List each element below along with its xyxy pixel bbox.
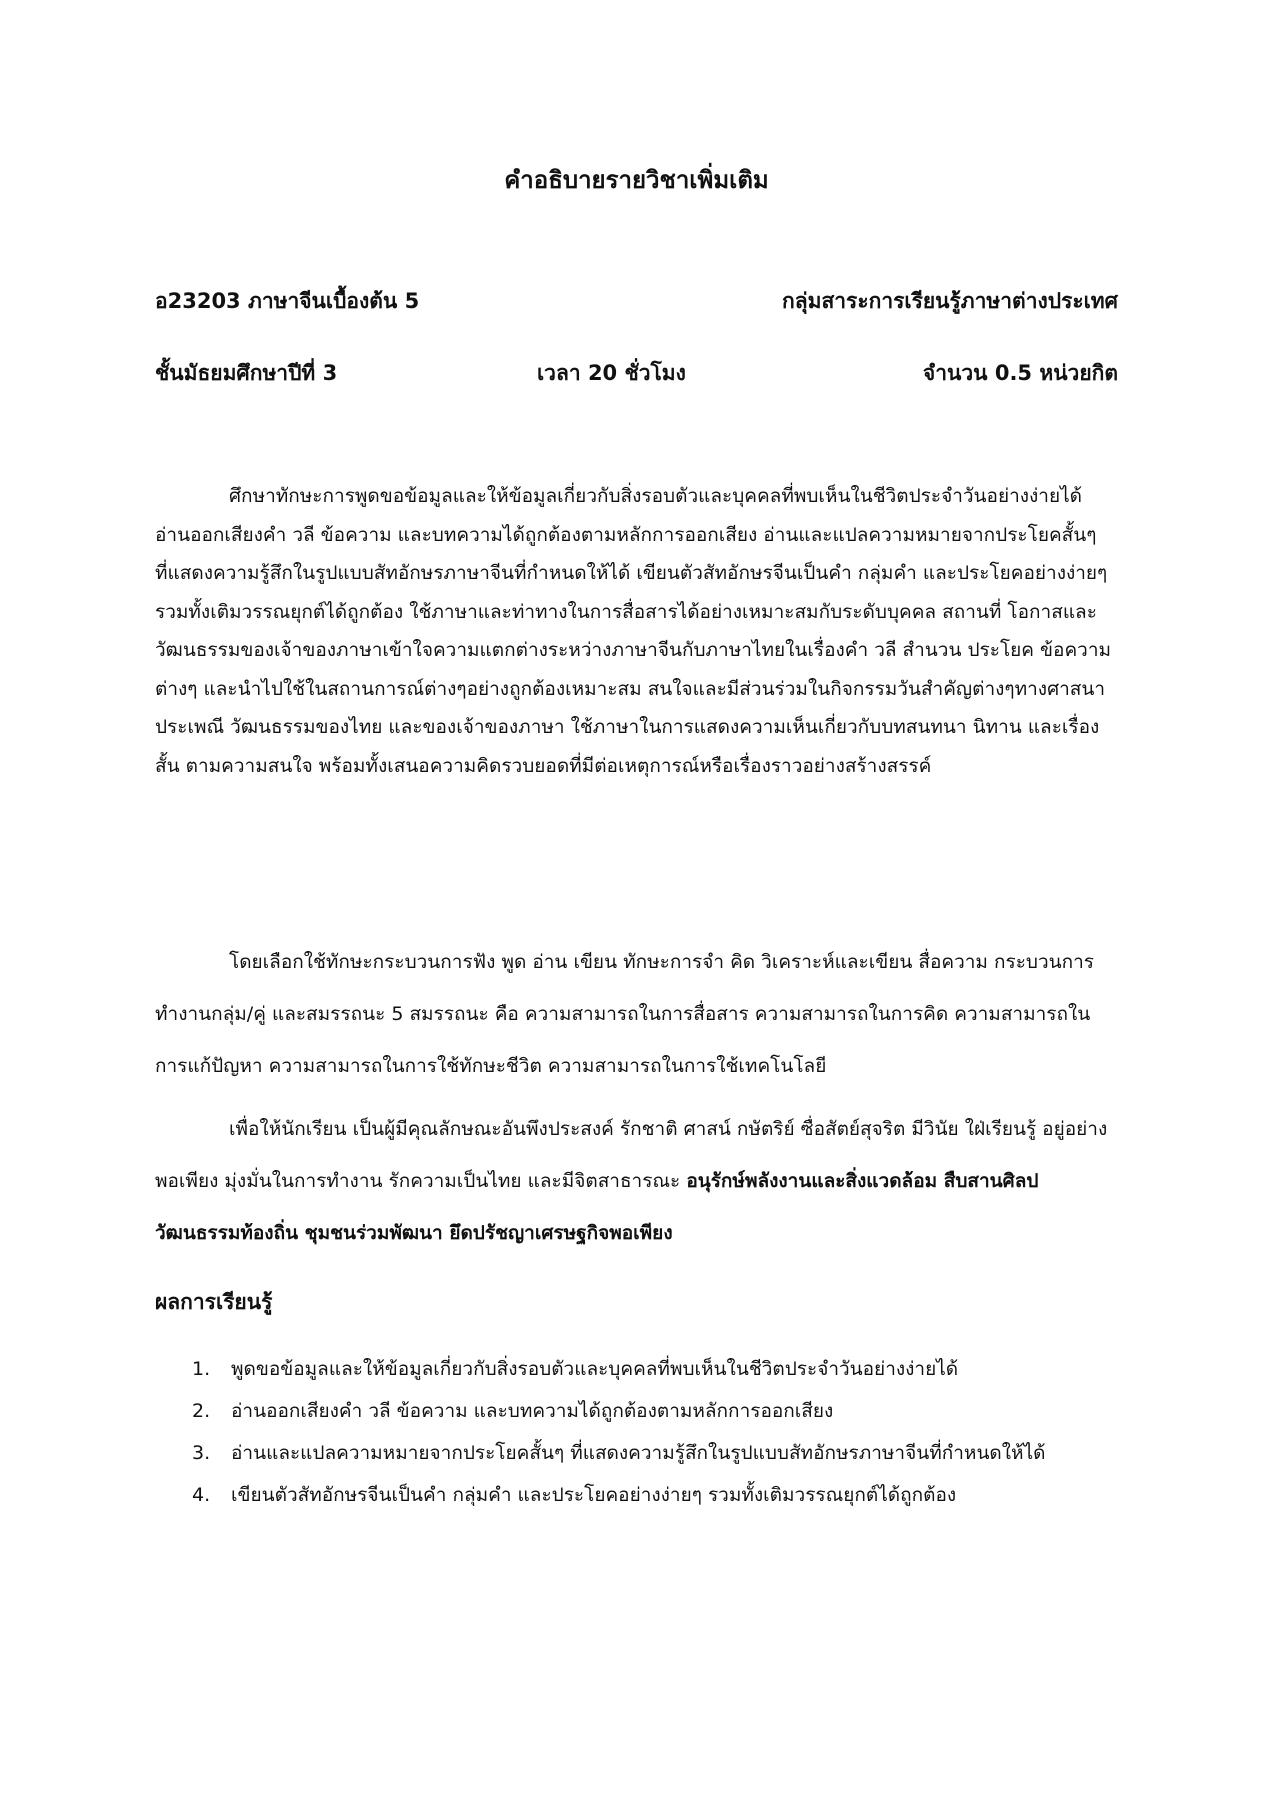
learning-area: กลุ่มสาระการเรียนรู้ภาษาต่างประเทศ [782,289,1118,313]
course-credits: จำนวน 0.5 หน่วยกิต [922,361,1118,385]
list-item-number: 1. [192,1358,211,1380]
list-item-number: 2. [192,1400,211,1422]
list-item-text: อ่านและแปลความหมายจากประโยคสั้นๆ ที่แสดงความรู้สึกในรูปแบบสัทอักษรภาษาจีนที่กำหนดให้ได้ [231,1442,1046,1464]
list-item-text: พูดขอข้อมูลและให้ข้อมูลเกี่ยวกับสิ่งรอบตัวและบุคคลที่พบเห็นในชีวิตประจำวันอย่างง่ายได้ [231,1358,959,1380]
paragraph-3-bold-text: อนุรักษ์พลังงานและสิ่งแวดล้อม สืบสานศิลปวัฒนธรรมท้องถิ่น ชุมชนร่วมพัฒนา ยึดปรัชญาเศรษฐกิจพอเพียง [155,1170,1039,1244]
list-item-text: อ่านออกเสียงคำ วลี ข้อความ และบทความได้ถูกต้องตามหลักการออกเสียง [231,1400,834,1422]
course-hours: เวลา 20 ชั่วโมง [537,361,686,385]
description-paragraph-2: โดยเลือกใช้ทักษะกระบวนการฟัง พูด อ่าน เขียน ทักษะการจำ คิด วิเคราะห์และเขียน สื่อความ กระบวนการทำงานกลุ่ม/คู่ และสมรรถนะ 5 สมรรถนะ คือ ความสามารถในการสื่อสาร ความสามารถในการคิด ความสามารถในการแก้ปัญหา ความสามารถในการใช้ทักษะชีวิต ความสามารถในการใช้เทคโนโลยี [155,951,1095,1077]
paragraph-3-text: เพื่อให้นักเรียน เป็นผู้มีคุณลักษณะอันพึงประสงค์ รักชาติ ศาสน์ กษัตริย์ ซื่อสัตย์สุจริต มีวินัย ใฝ่เรียนรู้ อยู่อย่างพอเพียง มุ่งมั่นในการทำงาน รักความเป็นไทย และมีจิตสาธารณะ [155,1118,1108,1192]
list-item-number: 4. [192,1484,211,1506]
grade-level: ชั้นมัธยมศึกษาปีที่ 3 [155,361,338,385]
list-item-number: 3. [192,1442,211,1464]
outcomes-list [155,1352,1075,1520]
outcomes-heading: ผลการเรียนรู้ [155,1290,273,1314]
page-title: คำอธิบายรายวิชาเพิ่มเติม [504,166,769,194]
list-item-text: เขียนตัวสัทอักษรจีนเป็นคำ กลุ่มคำ และประโยคอย่างง่ายๆ รวมทั้งเติมวรรณยุกต์ได้ถูกต้อง [231,1484,957,1506]
description-paragraph-3 [155,1103,1115,1259]
list-item [155,1478,1075,1512]
list-item [155,1352,1075,1386]
course-code-name: อ23203 ภาษาจีนเบื้องต้น 5 [155,289,420,313]
list-item [155,1394,1075,1428]
description-paragraph-1: ศึกษาทักษะการพูดขอข้อมูลและให้ข้อมูลเกี่ยวกับสิ่งรอบตัวและบุคคลที่พบเห็นในชีวิตประจำวันอย่างง่ายได้อ่านออกเสียงคำ วลี ข้อความ และบทความได้ถูกต้องตามหลักการออกเสียง อ่านและแปลความหมายจากประโยคสั้นๆ ที่แสดงความรู้สึกในรูปแบบสัทอักษรภาษาจีนที่กำหนดให้ได้ เขียนตัวสัทอักษรจีนเป็นคำ กลุ่มคำ และประโยคอย่างง่ายๆ รวมทั้งเติมวรรณยุกต์ได้ถูกต้อง ใช้ภาษาและท่าทางในการสื่อสารได้อย่างเหมาะสมกับระดับบุคคล สถานที่ โอกาสและวัฒนธรรมของเจ้าของภาษาเข้าใจความแตกต่างระหว่างภาษาจีนกับภาษาไทยในเรื่องคำ วลี สำนวน ประโยค ข้อความต่างๆ และนำไปใช้ในสถานการณ์ต่างๆอย่างถูกต้องเหมาะสม สนใจและมีส่วนร่วมในกิจกรรมวันสำคัญต่างๆทางศาสนา ประเพณี วัฒนธรรมของไทย และของเจ้าของภาษา ใช้ภาษาในการแสดงความเห็นเกี่ยวกับบทสนทนา นิทาน และเรื่องสั้น ตามความสนใจ พร้อมทั้งเสนอความคิดรวบยอดที่มีต่อเหตุการณ์หรือเรื่องราวอย่างสร้างสรรค์ [155,485,1112,777]
list-item [155,1436,1075,1470]
